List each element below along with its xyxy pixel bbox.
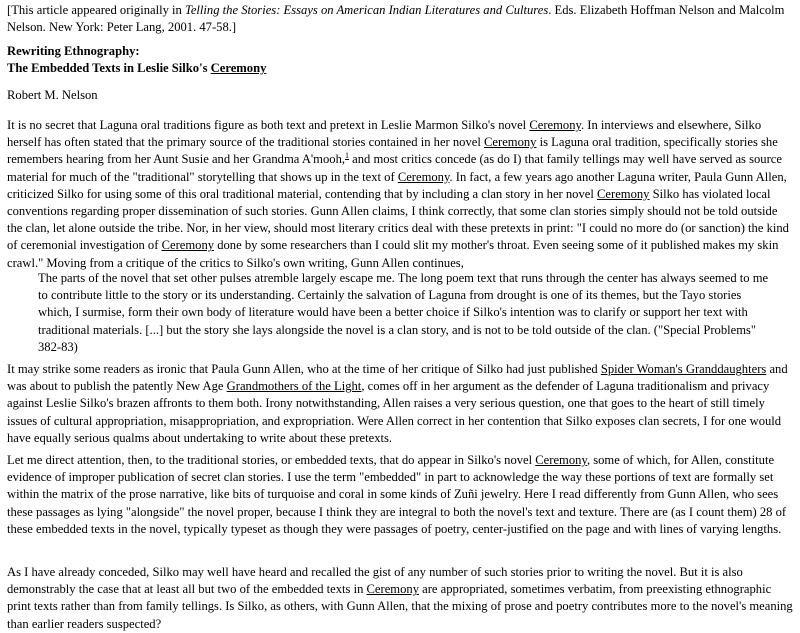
block-quote: The parts of the novel that set other pulses atremble largely escape me. The long poem text that runs through the center has always seemed to me to contribute little to the story or its understanding. Certainly the salvation of Laguna from drought is one of its themes, but the Tayo stories which, I surmise, form their own body of literature would have been a better choice if Silko's intention was to clarify or support her text with traditional materials. [...] but the story she lays alongside the novel is a clan story, and is not to be told outside of the clan. ("Special Problems" 382-83)	[38, 271, 769, 354]
paragraph-4	[7, 564, 795, 633]
paragraph-1	[7, 117, 795, 272]
paragraph-1-text: is Laguna oral tradition, specifically stories she remembers hearing from her Aunt Susie and her Grandma A'mooh,	[7, 135, 778, 167]
book-title: Telling the Stories: Essays on American Indian Literatures and Cultures	[185, 3, 549, 17]
ceremony-link[interactable]: Ceremony	[535, 453, 587, 467]
paragraph-1-text: done by some researchers than I could slit my mother's throat. Even seeing some of it published makes my skin crawl." Moving from a critique of the critics to Silko's own writing, Gunn Allen continues,	[7, 238, 779, 270]
grandmothers-link[interactable]: Grandmothers of the Light	[226, 379, 362, 394]
title-line-2: The Embedded Texts in Leslie Silko's	[7, 61, 211, 76]
paragraph-1-text: and most critics concede (as do I) that family tellings may well have served as source material for much of the "traditional" storytelling that shows up in the text of	[7, 152, 782, 184]
paragraph-2-text: , comes off in her argument as the defender of Laguna traditionalism and privacy against Leslie Silko's brazen affronts to them both. Irony notwithstanding, Allen raises a very serious question, one that goes to the heart of still timely issues of cultural appropriation, misappropriation, and expropriation. Were Allen correct in her contention that Silko exposes clan secrets, I for one would have equally serious qualms about undertaking to write about these pretexts.	[7, 379, 782, 445]
footnote-1-link[interactable]: 1	[345, 151, 350, 161]
paragraph-1-text: It is no secret that Laguna oral traditions figure as both text and pretext in Leslie Marmon Silko's novel	[7, 118, 530, 132]
title-ceremony-link[interactable]: Ceremony	[210, 61, 267, 76]
title-line-1: Rewriting Ethnography:	[7, 44, 140, 58]
publication-note	[7, 2, 795, 36]
ceremony-link[interactable]: Ceremony	[161, 238, 215, 253]
paragraph-1-text: Silko has violated local conventions regarding proper dissemination of such stories. Gunn Allen claims, I think correctly, that some clan stories simply should not be told outside the clan, let alone outside the tribe. Nor, in her view, should most literary critics deal with these pretexts in print: "I could no more do (or sanction) the kind of ceremonial investigation of	[7, 186, 789, 253]
spider-woman-link[interactable]: Spider Woman's Granddaughters	[600, 362, 767, 376]
paragraph-4-text: are appropriated, sometimes verbatim, from preexisting ethnographic print texts rather than from family tellings. Is Silko, as others, with Gunn Allen, that the mixing of prose and poetry contributes more to the novel's meaning than earlier readers suspected?	[7, 582, 793, 631]
paragraph-4-text: As I have already conceded, Silko may well have heard and recalled the gist of any number of such stories prior to writing the novel. But it is also demonstrably the case that at least all but two of the embedded texts in	[7, 565, 743, 597]
paragraph-2	[7, 361, 795, 447]
paragraph-3-text: Let me direct attention, then, to the traditional stories, or embedded texts, that do appear in Silko's novel	[7, 453, 536, 467]
paragraph-2-text: It may strike some readers as ironic that Paula Gunn Allen, who at the time of her critique of Silko had just published	[7, 362, 601, 376]
paragraph-1-text: . In interviews and elsewhere, Silko herself has often stated that the primary source of the traditional stories contained in her novel	[7, 118, 762, 150]
ceremony-link[interactable]: Ceremony	[397, 169, 450, 184]
paragraph-3	[7, 452, 795, 538]
paragraph-2-text: and was about to publish the patently New Age	[7, 362, 788, 394]
paragraph-3-text: , some of which, for Allen, constitute evidence of improper publication of secret clan stories. I use the term "embedded" in part to acknowledge the way these portions of text are formally set within the matrix of the prose narrative, like bits of turquoise and coral in some kinds of Zuñi jewelry. Here I read differently from Gunn Allen, who sees these passages as lying "alongside" the novel proper, because I think they are integral to both the novel's text and texture. There are (as I count them) 28 of these embedded texts in the novel, typically typeset as though they were passages of poetry, center-justified on the page and with lines of varying lengths.	[7, 453, 787, 536]
publication-note-rest: . Eds. Elizabeth Hoffman Nelson and Malcolm Nelson. New York: Peter Lang, 2001. 47-58.]	[7, 3, 785, 35]
ceremony-link[interactable]: Ceremony	[597, 186, 650, 201]
ceremony-link[interactable]: Ceremony	[529, 118, 581, 132]
ceremony-link[interactable]: Ceremony	[484, 135, 537, 150]
article-title	[7, 43, 795, 77]
publication-note-open: [This article appeared originally in	[7, 3, 185, 17]
ceremony-link[interactable]: Ceremony	[366, 582, 419, 597]
author-name: Robert M. Nelson	[7, 88, 98, 102]
paragraph-1-text: . In fact, a few years ago another Laguna writer, Paula Gunn Allen, criticized Silko for using some of this oral traditional material, contending that by including a clan story in her novel	[7, 169, 787, 201]
